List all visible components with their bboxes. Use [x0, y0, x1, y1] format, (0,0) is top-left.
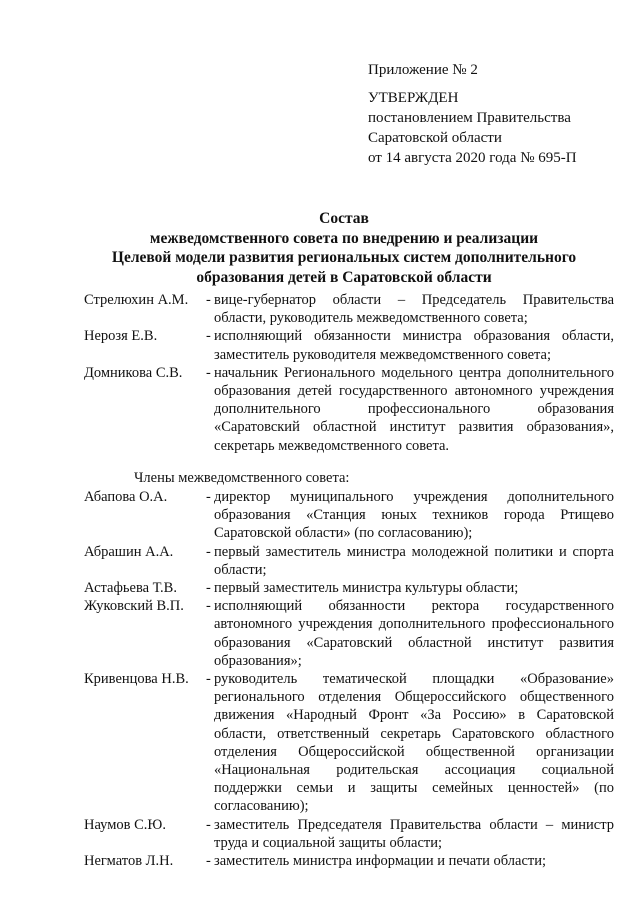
member-role: директор муниципального учреждения дополнительного образования «Станция юных техников города Ртищево Саратовской области» (по согласованию); — [214, 489, 614, 542]
approval-date: от 14 августа 2020 года № 695-П — [368, 150, 577, 166]
roster-row — [84, 327, 614, 363]
council-roster — [84, 291, 614, 870]
appendix-number: Приложение № 2 — [368, 62, 478, 78]
title-line: образования детей в Саратовской области — [196, 268, 492, 286]
member-role: исполняющий обязанности ректора государственного автономного учреждения дополнительного профессионального образования «Саратовский областной институт развития образования»; — [214, 598, 614, 669]
title-line: Состав — [319, 210, 369, 227]
approved-by: постановлением Правительства — [368, 110, 571, 126]
member-role: вице-губернатор области – Председатель Правительства области, руководитель межведомственного совета; — [214, 292, 614, 327]
members-heading: Члены межведомственного совета: — [134, 469, 350, 486]
dash-separator: - — [206, 853, 211, 870]
roster-row — [84, 488, 614, 543]
member-name: Наумов С.Ю. — [84, 816, 166, 833]
approved-stamp-text: УТВЕРЖДЕН — [368, 90, 459, 106]
member-name: Абрашин А.А. — [84, 543, 174, 560]
roster-row — [84, 597, 614, 670]
member-name: Жуковский В.П. — [84, 598, 184, 615]
dash-separator: - — [206, 816, 211, 833]
member-role: руководитель тематической площадки «Образование» регионального отделения Общероссийского общественного движения «Народный Фронт «За Россию» в Саратовской области, ответственный секретарь Саратовского областного отделения Общероссийской общественной организации «Национальная родительская ассоциация социальной поддержки семьи и защиты семейных ценностей» (по согласованию); — [214, 671, 614, 815]
dash-separator: - — [206, 671, 211, 688]
member-name: Стрелюхин А.М. — [84, 292, 189, 308]
member-name: Астафьева Т.В. — [84, 580, 177, 597]
dash-separator: - — [206, 328, 211, 345]
member-role: заместитель министра информации и печати области; — [214, 853, 547, 870]
member-name: Нерозя Е.В. — [84, 328, 158, 345]
member-role: первый заместитель министра культуры области; — [214, 580, 519, 597]
dash-separator: - — [206, 364, 211, 381]
approval-block — [368, 60, 628, 168]
roster-row — [84, 543, 614, 579]
title-line: межведомственного совета по внедрению и реализации — [149, 229, 539, 247]
member-name: Абапова О.А. — [84, 489, 168, 506]
title-line: Целевой модели развития региональных систем дополнительного — [111, 249, 577, 266]
roster-row — [84, 852, 614, 870]
roster-row — [84, 670, 614, 816]
roster-row — [84, 579, 614, 597]
document-title — [80, 209, 608, 287]
approved-region: Саратовской области — [368, 130, 502, 146]
dash-separator: - — [206, 543, 211, 560]
dash-separator: - — [206, 489, 211, 506]
member-role: заместитель Председателя Правительства области – министр труда и социальной защиты области; — [214, 816, 614, 851]
member-name: Домникова С.В. — [84, 364, 183, 381]
dash-separator: - — [206, 580, 211, 597]
member-role: первый заместитель министра молодежной политики и спорта области; — [214, 543, 614, 578]
member-name: Кривенцова Н.В. — [84, 671, 189, 688]
roster-row — [84, 291, 614, 327]
dash-separator: - — [206, 292, 211, 308]
roster-row — [84, 364, 614, 455]
member-role: исполняющий обязанности министра образования области, заместитель руководителя межведомственного совета; — [214, 328, 614, 363]
member-role: начальник Регионального модельного центра дополнительного образования детей государственного автономного учреждения дополнительного профессионального образования «Саратовский областной институт развития образования», секретарь межведомственного совета. — [214, 364, 614, 454]
roster-row — [84, 816, 614, 852]
member-name: Негматов Л.Н. — [84, 853, 174, 870]
dash-separator: - — [206, 598, 211, 615]
